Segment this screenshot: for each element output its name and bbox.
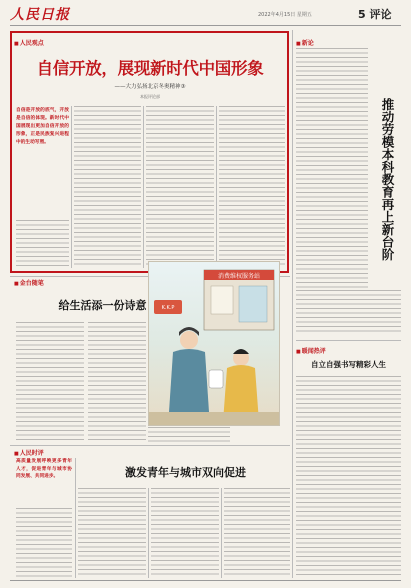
lead-section-tag: ■ 人民观点 — [14, 38, 44, 47]
lead-body-column-2 — [74, 106, 141, 268]
lead-byline: 本报评论部 — [140, 94, 160, 99]
column-rule — [148, 488, 149, 578]
essay-headline[interactable]: 自立自强书写精彩人生 — [311, 360, 386, 369]
lead-body-column-1 — [16, 220, 69, 268]
section-divider — [296, 340, 401, 341]
newspaper-logo: 人民日报 — [10, 7, 70, 23]
lead-subhead: ——大力弘扬北京冬奥精神③ — [114, 84, 186, 90]
right-column-divider — [292, 30, 293, 578]
footer-divider — [10, 580, 401, 581]
feature2-section-tag: ■ 金台随笔 — [14, 278, 44, 287]
side-body-continued — [296, 290, 401, 335]
side-body-text — [296, 48, 368, 288]
masthead-divider — [10, 25, 401, 26]
feature2-body-column-2 — [88, 322, 146, 441]
side-headline[interactable]: 推动劳模本科教育再上新台阶 — [380, 98, 395, 261]
column-rule — [216, 106, 217, 268]
column-rule — [221, 488, 222, 578]
lead-body-column-4 — [219, 106, 285, 268]
column-rule — [71, 106, 72, 268]
essay-body-text — [296, 376, 401, 576]
feature3-body-column-1 — [16, 508, 72, 578]
lead-pullquote: 自信是开放的底气，开放是自信的体现。新时代中国展现出更加自信开放的形象，正是民族复兴进程中的生动写照。 — [16, 108, 69, 145]
column-rule — [143, 106, 144, 268]
page-section-label: 5 评论 — [358, 8, 392, 21]
feature3-body-column-3 — [151, 488, 219, 578]
editorial-illustration — [148, 261, 280, 426]
illustration-drawing — [149, 262, 280, 426]
illustration-caption — [148, 427, 230, 447]
illustration-banner: 消费维权服务站 — [217, 273, 261, 280]
feature3-headline[interactable]: 激发青年与城市双向促进 — [125, 466, 246, 479]
lead-headline[interactable]: 自信开放，展现新时代中国形象 — [36, 59, 264, 78]
side-section-tag: ■ 新论 — [296, 38, 314, 47]
feature3-body-column-4 — [224, 488, 290, 578]
feature3-body-column-2 — [78, 488, 146, 578]
section-divider — [10, 445, 290, 446]
essay-section-tag: ■ 暖闻热评 — [296, 346, 326, 355]
feature3-pullquote: 高质量发展呼唤更多青年人才，促进青年与城市协同发展、共同进步。 — [16, 459, 72, 479]
feature3-section-tag: ■ 人民时评 — [14, 448, 44, 457]
feature2-body-column-1 — [16, 322, 84, 441]
feature2-headline[interactable]: 给生活添一份诗意 — [58, 299, 147, 312]
column-rule — [75, 458, 76, 578]
illustration-sign: K.K.P — [161, 305, 175, 311]
lead-body-column-3 — [146, 106, 214, 268]
issue-date: 2022年4月15日 星期五 — [258, 12, 312, 18]
